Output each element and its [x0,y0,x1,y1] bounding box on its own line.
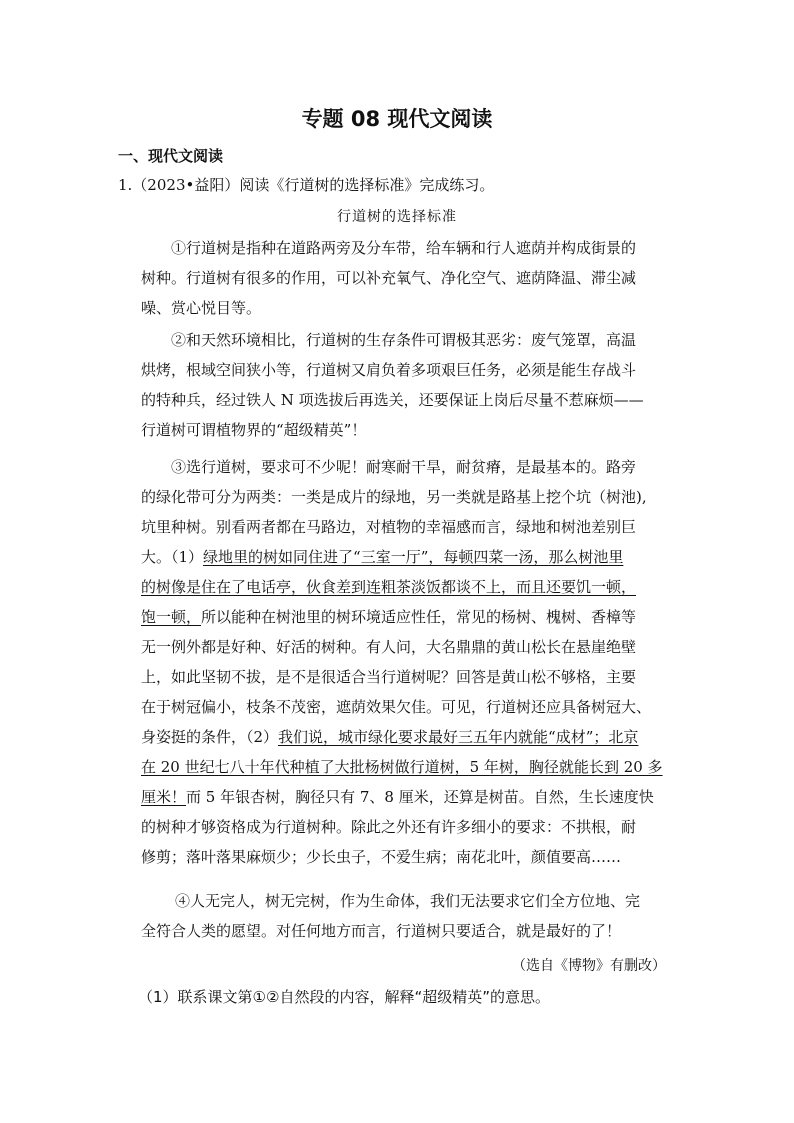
paragraph-line: 的绿化带可分为两类：一类是成片的绿地，另一类就是路基上挖个坑（树池), [141,488,647,506]
paragraph-line: 树种。行道树有很多的作用，可以补充氧气、净化空气、遮荫降温、滞尘减 [141,269,637,287]
article-title: 行道树的选择标准 [337,209,457,225]
question-stem: 1.（2023•益阳）阅读《行道树的选择标准》完成练习。 [118,176,495,194]
paragraph-3 [141,452,681,872]
paragraph-line: ③选行道树，要求可不少呢！耐寒耐干旱，耐贫瘠，是最基本的。路旁 [171,458,637,476]
paragraph-line [141,542,681,572]
paragraph-line: 噪、赏心悦目等。 [141,299,262,317]
paragraph-line: 在于树冠偏小，枝条不茂密，遮荫效果欠佳。可见，行道树还应具备树冠大、 [141,698,652,716]
paragraph-2 [141,325,681,445]
paragraph-line: 的树种才够资格成为行道树种。除此之外还有许多细小的要求：不拱根，耐 [141,818,637,836]
paragraph-4 [141,886,681,946]
source-citation: （选自《博物》有删改） [512,958,666,974]
paragraph-line: ④人无完人，树无完树，作为生命体，我们无法要求它们全方位地、完 [175,892,641,910]
sub-question-1: （1）联系课文第①②自然段的内容，解释“超级精英”的意思。 [138,988,550,1006]
text: 所以能种在树池里的树环境适应性任，常见的杨树、槐树、香樟等 [201,608,637,626]
paragraph-line [141,722,681,752]
underlined-sentence-2: 厘米！ [141,788,187,806]
paragraph-line: 坑里种树。别看两者都在马路边，对植物的幸福感而言，绿地和树池差别巨 [141,518,637,536]
underlined-sentence-2: 在 20 世纪七八十年代种植了大批杨树做行道树，5 年树，胸径就能长到 20 多 [141,758,663,776]
paragraph-1 [141,233,681,323]
paragraph-line: 全符合人类的愿望。对任何地方而言，行道树只要适合，就是最好的了！ [141,922,622,940]
marker-1: 大。（1） [141,548,204,566]
text: 而 5 年银杏树，胸径只有 7、8 厘米，还算是树苗。自然，生长速度快 [186,788,654,806]
paragraph-line [141,602,681,632]
paragraph-line: 上，如此坚韧不拔，是不是很适合当行道树呢？回答是黄山松不够格，主要 [141,668,637,686]
paragraph-line: ②和天然环境相比，行道树的生存条件可谓极其恶劣：废气笼罩，高温 [171,331,637,349]
underlined-sentence-1: 饱一顿， [141,608,202,626]
underlined-sentence-1: 的树像是住在了电话亭，伙食差到连粗茶淡饭都谈不上，而且还要饥一顿， [141,578,637,596]
page-title: 专题 08 现代文阅读 [301,107,493,131]
underlined-sentence-2: 我们说，城市绿化要求最好三五年内就能“成材”；北京 [278,728,639,746]
marker-2: 身姿挺的条件，（2） [141,728,279,746]
paragraph-line: 无一例外都是好种、好活的树种。有人问，大名鼎鼎的黄山松长在悬崖绝壁 [141,638,637,656]
paragraph-line [141,782,681,812]
underlined-sentence-1: 绿地里的树如同住进了“三室一厅”，每顿四菜一汤，那么树池里 [203,548,624,566]
paragraph-line: 行道树可谓植物界的“超级精英”！ [141,421,367,439]
paragraph-line: 的特种兵，经过铁人 N 项选拔后再选关，还要保证上岗后尽量不惹麻烦—— [141,391,644,409]
paragraph-line: 修剪；落叶落果麻烦少；少长虫子，不爱生病；南花北叶，颜值要高…… [141,848,622,866]
paragraph-line: ①行道树是指种在道路两旁及分车带，给车辆和行人遮荫并构成街景的 [171,239,637,257]
paragraph-line: 烘烤，根域空间狭小等，行道树又肩负着多项艰巨任务，必须是能生存战斗 [141,361,637,379]
section-heading: 一、现代文阅读 [118,147,224,165]
